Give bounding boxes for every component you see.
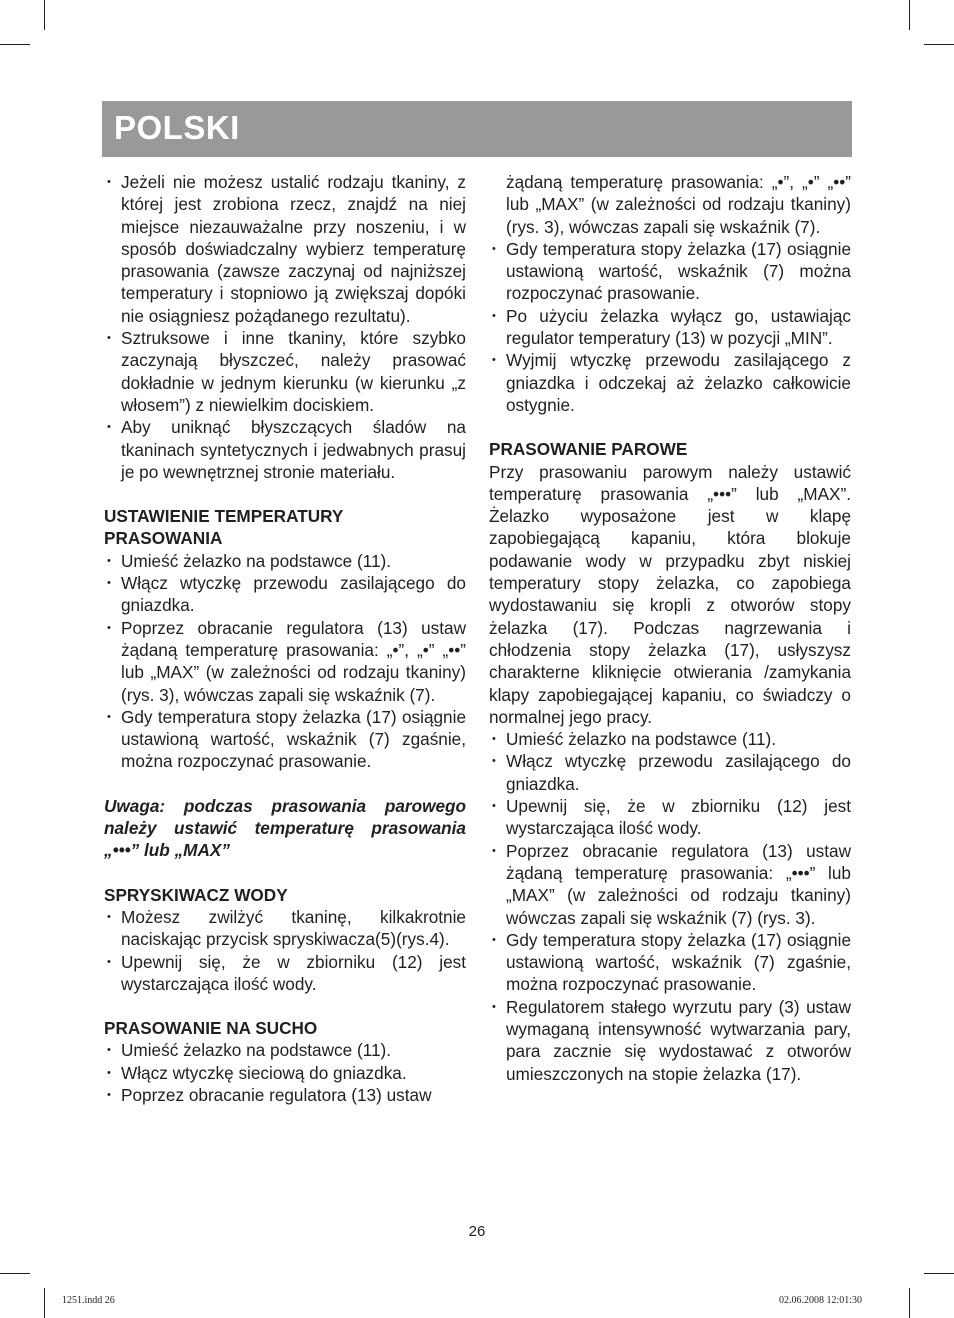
list-item: • Aby uniknąć błyszczących śladów na tkaninach syntetycznych i jedwabnych prasuj je po wewnętrznej stronie materiału. (104, 416, 466, 483)
list-item: • Upewnij się, że w zbiorniku (12) jest wystarczająca ilość wody. (489, 795, 851, 840)
list-item: • Umieść żelazko na podstawce (11). (104, 1039, 466, 1061)
list-item: • Po użyciu żelazka wyłącz go, ustawiając regulator temperatury (13) w pozycji „MIN”. (489, 305, 851, 350)
list-item: • Upewnij się, że w zbiorniku (12) jest wystarczająca ilość wody. (104, 951, 466, 996)
language-header-bar (102, 101, 852, 157)
file-slug: 1251.indd 26 (62, 1295, 115, 1306)
list-item: • Gdy temperatura stopy żelazka (17) osiągnie ustawioną wartość, wskaźnik (7) można rozpoczynać prasowanie. (489, 238, 851, 305)
list-item: • Gdy temperatura stopy żelazka (17) osiągnie ustawioną wartość, wskaźnik (7) zgaśnie, można rozpoczynać prasowanie. (104, 706, 466, 773)
list-item: • Włącz wtyczkę przewodu zasilającego do gniazdka. (489, 750, 851, 795)
list-item: • Umieść żelazko na podstawce (11). (104, 550, 466, 572)
page-number: 26 (468, 1223, 486, 1240)
warning-note: Uwaga: podczas prasowania parowego należy ustawić temperaturę prasowania „•••” lub „MAX” (104, 795, 466, 861)
list-item: • Umieść żelazko na podstawce (11). (489, 728, 851, 750)
section-heading: PRASOWANIE PAROWE (489, 439, 688, 460)
language-title: POLSKI (114, 109, 240, 146)
list-item: • Włącz wtyczkę przewodu zasilającego do gniazdka. (104, 572, 466, 617)
list-item: • Poprzez obracanie regulatora (13) ustaw (104, 1084, 466, 1106)
crop-mark (44, 1288, 45, 1318)
section-heading: PRASOWANIE NA SUCHO (104, 1018, 318, 1039)
right-column (489, 171, 851, 1085)
continued-text: żądaną temperaturę prasowania: „•”, „•” „••” lub „MAX” (w zależności od rodzaju tkaniny) (rys. 3), wówczas zapali się wskaźnik (7). (506, 172, 851, 237)
crop-mark (0, 44, 30, 45)
crop-mark (924, 1273, 954, 1274)
crop-mark (924, 44, 954, 45)
list-item: • Włącz wtyczkę sieciową do gniazdka. (104, 1062, 466, 1084)
list-item: • Gdy temperatura stopy żelazka (17) osiągnie ustawioną wartość, wskaźnik (7) zgaśnie, można rozpoczynać prasowanie. (489, 929, 851, 996)
left-column (104, 171, 466, 1106)
list-item: • Wyjmij wtyczkę przewodu zasilającego z gniazdka i odczekaj aż żelazko całkowicie ostygnie. (489, 349, 851, 416)
list-item: • Sztruksowe i inne tkaniny, które szybko zaczynają błyszczeć, należy prasować dokładnie w jednym kierunku (w kierunku „z włosem”) z niewielkim dociskiem. (104, 327, 466, 416)
crop-mark (0, 1273, 30, 1274)
paragraph: Przy prasowaniu parowym należy ustawić temperaturę prasowania „•••” lub „MAX”. Żelazko wyposażone jest w klapę zapobiegającą kapaniu, która blokuje podawanie wody w przypadku zbyt niskiej temperatury stopy żelazka, co zapobiega wydostawaniu się kropli z otworów stopy żelazka (17). Podczas nagrzewania i chłodzenia stopy żelazka (17), usłyszysz charakterne kliknięcie otwierania /zamykania klapy zapobiegającej kapaniu, co świadczy o normalnej jego pracy. (489, 461, 851, 727)
list-item: • Regulatorem stałego wyrzutu pary (3) ustaw wymaganą intensywność wytwarzania pary, para zacznie się wydostawać z otworów umieszczonych na stopie żelazka (17). (489, 996, 851, 1085)
list-item: • Jeżeli nie możesz ustalić rodzaju tkaniny, z której jest zrobiona rzecz, znajdź na niej miejsce niezauważalne przy noszeniu, i w sposób doświadczalny wybierz temperaturę prasowania (zawsze zaczynaj od najniższej temperatury i stopniowo ją zwiększaj dopóki nie osiągniesz pożądanego rezultatu). (104, 171, 466, 327)
list-item: • Poprzez obracanie regulatora (13) ustaw żądaną temperaturę prasowania: „•”, „•” „••” lub „MAX” (w zależności od rodzaju tkaniny) (rys. 3), wówczas zapali się wskaźnik (7). (104, 617, 466, 706)
print-timestamp: 02.06.2008 12:01:30 (779, 1295, 863, 1306)
list-item: • Poprzez obracanie regulatora (13) ustaw żądaną temperaturę prasowania: „•••” lub „MAX” (w zależności od rodzaju tkaniny) wówczas zapali się wskaźnik (7) (rys. 3). (489, 840, 851, 929)
crop-mark (909, 1288, 910, 1318)
list-item: • Możesz zwilżyć tkaninę, kilkakrotnie naciskając przycisk spryskiwacza(5)(rys.4). (104, 906, 466, 951)
crop-mark (44, 0, 45, 30)
crop-mark (909, 0, 910, 30)
section-heading: SPRYSKIWACZ WODY (104, 884, 288, 905)
section-heading: USTAWIENIE TEMPERATURY PRASOWANIA (104, 506, 344, 549)
